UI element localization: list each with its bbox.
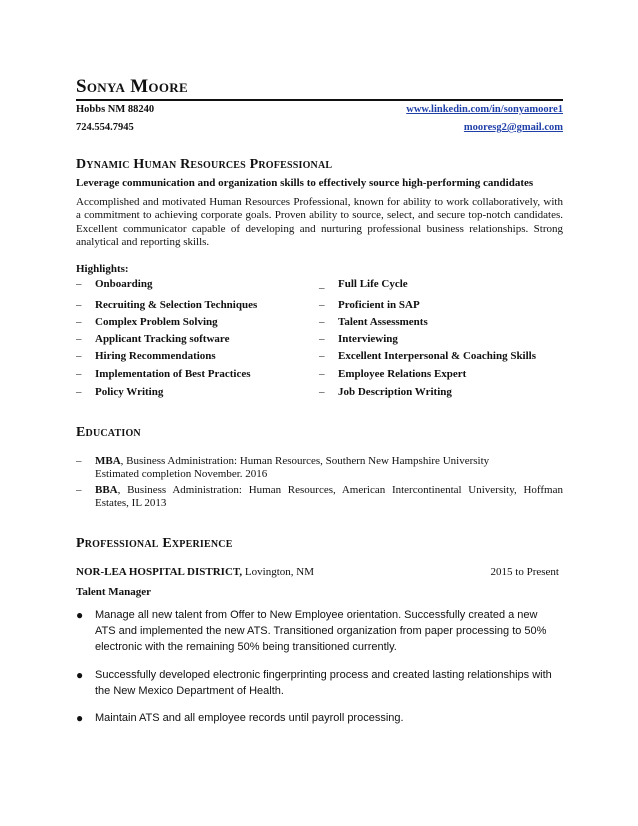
highlights-label: Highlights:: [76, 263, 129, 275]
degree-text: MBA: [95, 455, 121, 467]
experience-bullet: ● Manage all new talent from Offer to New Employee orientation. Successfully created a new ATS and implemented the new ATS. Transitioned organization from paper processing to 50% electronic with the remaining 50% being transitioned currently.: [76, 608, 547, 654]
bullet-icon: ●: [76, 668, 84, 682]
dash-marker: –: [76, 316, 82, 328]
education-item: – MBA, Business Administration: Human Resources, Southern New Hampshire University Estimated completion November. 2016: [76, 455, 490, 481]
dash-marker: –: [319, 350, 325, 362]
employment-dates: 2015 to Present: [490, 566, 559, 578]
experience-bullet: ● Successfully developed electronic fingerprinting process and created lasting relationships with the New Mexico Department of Health.: [76, 668, 552, 698]
email-link[interactable]: mooresg2@gmail.com: [463, 122, 563, 133]
dash-marker: –: [76, 333, 82, 345]
dash-marker: _: [319, 278, 325, 290]
dash-marker: –: [76, 278, 82, 290]
dash-marker: –: [319, 386, 325, 398]
dash-marker: –: [319, 316, 325, 328]
job-title: Talent Manager: [76, 586, 152, 598]
candidate-name: Sonya Moore: [76, 76, 188, 97]
bullet-icon: ●: [76, 711, 84, 725]
employer-line: [76, 566, 563, 578]
dash-marker: –: [76, 386, 82, 398]
contact-row-1: [76, 104, 563, 115]
dash-marker: –: [319, 299, 325, 311]
linkedin-link[interactable]: www.linkedin.com/in/sonyamoore1: [406, 104, 563, 115]
summary-heading: Dynamic Human Resources Professional: [76, 157, 333, 172]
dash-marker: –: [76, 484, 82, 496]
contact-row-2: [76, 122, 563, 133]
location-text: Hobbs NM 88240: [76, 104, 155, 115]
dash-marker: –: [76, 350, 82, 362]
employer-location: Lovington, NM: [242, 566, 314, 578]
dash-marker: –: [76, 368, 82, 380]
education-item: – BBA, Business Administration: Human Resources, American Intercontinental University, Hoffman Estates, IL 2013: [76, 484, 563, 510]
education-heading: Education: [76, 425, 141, 440]
employer-name: NOR-LEA HOSPITAL DISTRICT,: [76, 566, 243, 578]
summary-tagline: Leverage communication and organization skills to effectively source high-performing candidates: [76, 177, 534, 189]
dash-marker: –: [319, 368, 325, 380]
header-divider: [76, 99, 563, 101]
summary-paragraph: Accomplished and motivated Human Resources Professional, known for ability to work collaboratively, with a commitment to achieving corporate goals. Proven ability to source, select, and secure top-notch candidates. Excellent communicator capable of developing and nurturing professional business relationships. Strong analytical and reporting skills.: [76, 196, 563, 249]
degree-text: BBA: [95, 484, 118, 496]
dash-marker: –: [76, 455, 82, 467]
dash-marker: –: [76, 299, 82, 311]
bullet-icon: ●: [76, 608, 84, 622]
dash-marker: –: [319, 333, 325, 345]
experience-bullet: ● Maintain ATS and all employee records until payroll processing.: [76, 711, 404, 725]
phone-text: 724.554.7945: [76, 122, 134, 133]
experience-heading: Professional Experience: [76, 536, 233, 551]
completion-text: Estimated completion November. 2016: [95, 468, 268, 481]
